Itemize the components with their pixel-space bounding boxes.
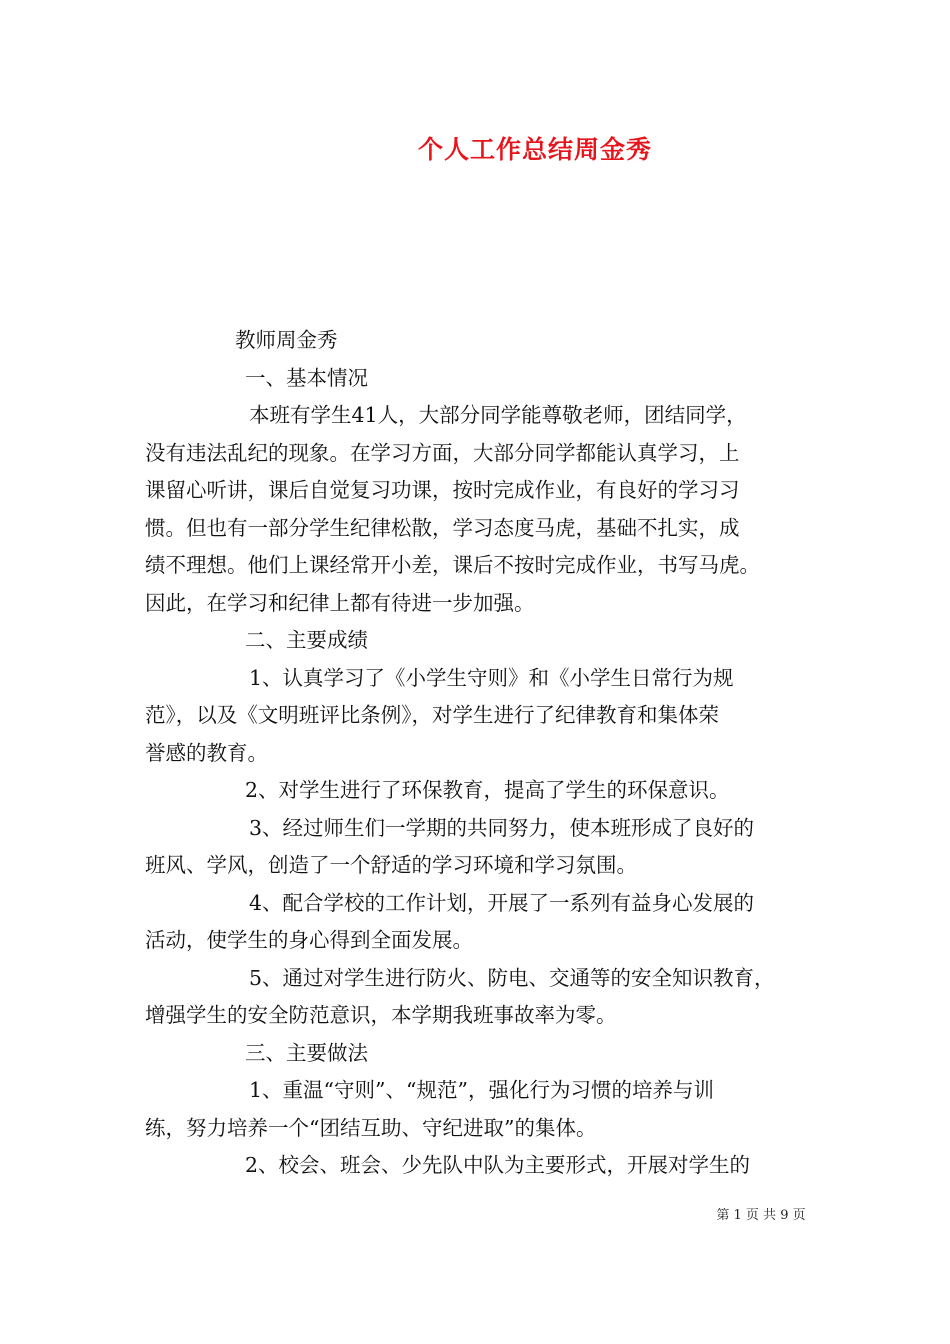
- body-line: 增强学生的安全防范意识，本学期我班事故率为零。: [145, 1003, 617, 1027]
- body-line: 1、重温“守则”、“规范”，强化行为习惯的培养与训: [249, 1078, 714, 1102]
- body-line: 惯。但也有一部分学生纪律松散，学习态度马虎，基础不扎实，成: [145, 515, 740, 540]
- document-title: 个人工作总结周金秀: [417, 135, 652, 164]
- body-line: 班风、学风，创造了一个舒适的学习环境和学习氛围。: [145, 853, 637, 877]
- body-line: 誉感的教育。: [145, 740, 268, 765]
- body-line: 活动，使学生的身心得到全面发展。: [145, 928, 473, 952]
- body-line: 1、认真学习了《小学生守则》和《小学生日常行为规: [249, 665, 734, 690]
- body-line: 本班有学生41人，大部分同学能尊敬老师，团结同学，: [249, 403, 747, 427]
- document-body: [145, 322, 807, 1185]
- body-line: 教师周金秀: [235, 328, 338, 352]
- body-line: 2、校会、班会、少先队中队为主要形式，开展对学生的: [245, 1153, 751, 1177]
- body-line: 3、经过师生们一学期的共同努力，使本班形成了良好的: [249, 815, 755, 840]
- page-number-footer: 第 1 页 共 9 页: [716, 1208, 806, 1223]
- body-line: 绩不理想。他们上课经常开小差，课后不按时完成作业，书写马虎。: [145, 553, 760, 577]
- body-line: 4、配合学校的工作计划，开展了一系列有益身心发展的: [249, 890, 755, 915]
- body-line: 因此，在学习和纪律上都有待进一步加强。: [145, 590, 535, 615]
- body-line: 没有违法乱纪的现象。在学习方面，大部分同学都能认真学习，上: [145, 440, 740, 465]
- body-line: 三、主要做法: [245, 1040, 368, 1065]
- body-line: 课留心听讲，课后自觉复习功课，按时完成作业，有良好的学习习: [145, 478, 740, 502]
- body-line: 范》，以及《文明班评比条例》，对学生进行了纪律教育和集体荣: [145, 703, 719, 727]
- body-line: 练，努力培养一个“团结互助、守纪进取”的集体。: [145, 1115, 597, 1140]
- body-line: 2、对学生进行了环保教育，提高了学生的环保意识。: [245, 778, 730, 802]
- body-line: 二、主要成绩: [245, 628, 368, 652]
- body-line: 一、基本情况: [245, 365, 368, 390]
- body-line: 5、通过对学生进行防火、防电、交通等的安全知识教育，: [249, 965, 775, 990]
